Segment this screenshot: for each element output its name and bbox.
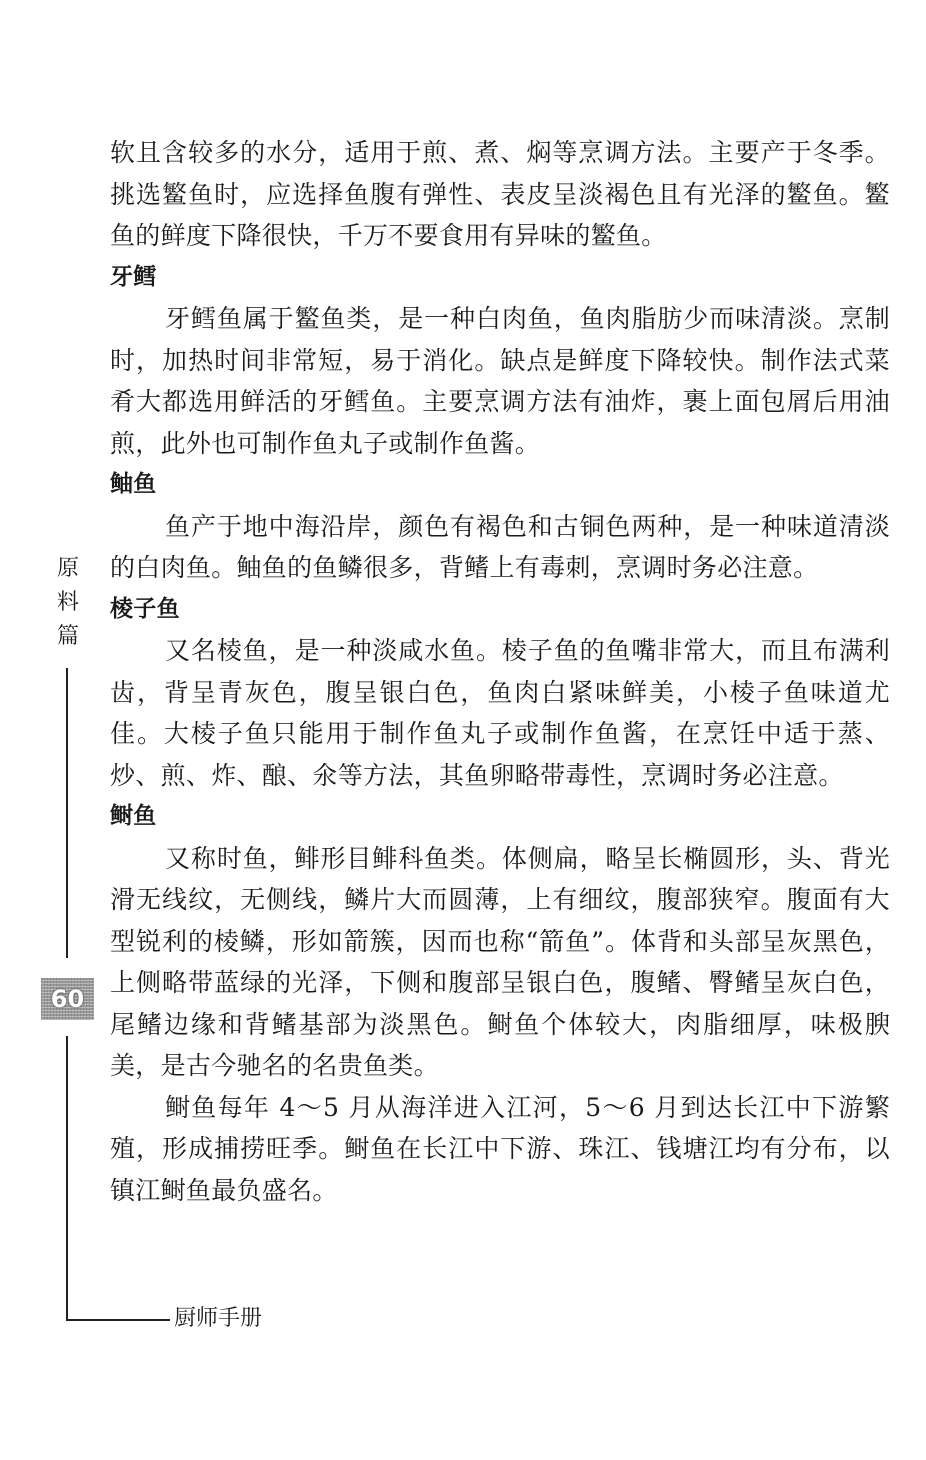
paragraph-shi-yu-distribution: 鲥鱼每年 4～5 月从海洋进入江河，5～6 月到达长江中下游繁殖，形成捕捞旺季。鲥鱼在长江中下游、珠江、钱塘江均有分布，以镇江鲥鱼最负盛名。	[110, 1092, 890, 1205]
section-heading-ya-xue: 牙鳕	[110, 263, 157, 290]
section-heading-shi-yu: 鲥鱼	[110, 803, 157, 829]
paragraph-shi-yu-description: 又称时鱼，鲱形目鲱科鱼类。体侧扁，略呈长椭圆形，头、背光滑无线纹，无侧线，鳞片大而圆薄，上有细纹，腹部狭窄。腹面有大型锐利的棱鳞，形如箭簇，因而也称“箭鱼”。体背和头部呈灰黑色，上侧略带蓝绿的光泽，下侧和腹部呈银白色，腹鳍、臀鳍呈灰白色，尾鳍边缘和背鳍基部为淡黑色。鲥鱼个体较大，肉脂细厚，味极腴美，是古今驰名的名贵鱼类。	[110, 843, 890, 1080]
page-number-badge: 60	[41, 978, 94, 1020]
side-divider-line-bottom	[66, 1036, 68, 1320]
section-heading-you-yu: 鲉鱼	[110, 471, 157, 497]
page-body	[110, 132, 890, 1211]
footer-book-title: 厨师手册	[174, 1306, 263, 1331]
section-heading-leng-zi-yu: 棱子鱼	[110, 595, 180, 622]
paragraph-ya-xue: 牙鳕鱼属于鳘鱼类，是一种白肉鱼，鱼肉脂肪少而味清淡。烹制时，加热时间非常短，易于消化。缺点是鲜度下降较快。制作法式菜肴大都选用鲜活的牙鳕鱼。主要烹调方法有油炸，裹上面包屑后用油煎，此外也可制作鱼丸子或制作鱼酱。	[110, 304, 890, 458]
paragraph-leng-zi-yu: 又名棱鱼，是一种淡咸水鱼。棱子鱼的鱼嘴非常大，而且布满利齿，背呈青灰色，腹呈银白色，鱼肉白紧味鲜美，小棱子鱼味道尤佳。大棱子鱼只能用于制作鱼丸子或制作鱼酱，在烹饪中适于蒸、炒、煎、炸、酿、氽等方法，其鱼卵略带毒性，烹调时务必注意。	[110, 636, 890, 790]
side-section-label: 原料篇	[56, 556, 79, 649]
footer-divider-line	[66, 1319, 170, 1321]
paragraph-continued: 软且含较多的水分，适用于煎、煮、焖等烹调方法。主要产于冬季。挑选鳘鱼时，应选择鱼腹有弹性、表皮呈淡褐色且有光泽的鳘鱼。鳘鱼的鲜度下降很快，千万不要食用有异味的鳘鱼。	[110, 138, 890, 250]
paragraph-you-yu: 鱼产于地中海沿岸，颜色有褐色和古铜色两种，是一种味道清淡的白肉鱼。鲉鱼的鱼鳞很多，背鳍上有毒刺，烹调时务必注意。	[110, 511, 890, 582]
side-divider-line-top	[66, 668, 68, 958]
